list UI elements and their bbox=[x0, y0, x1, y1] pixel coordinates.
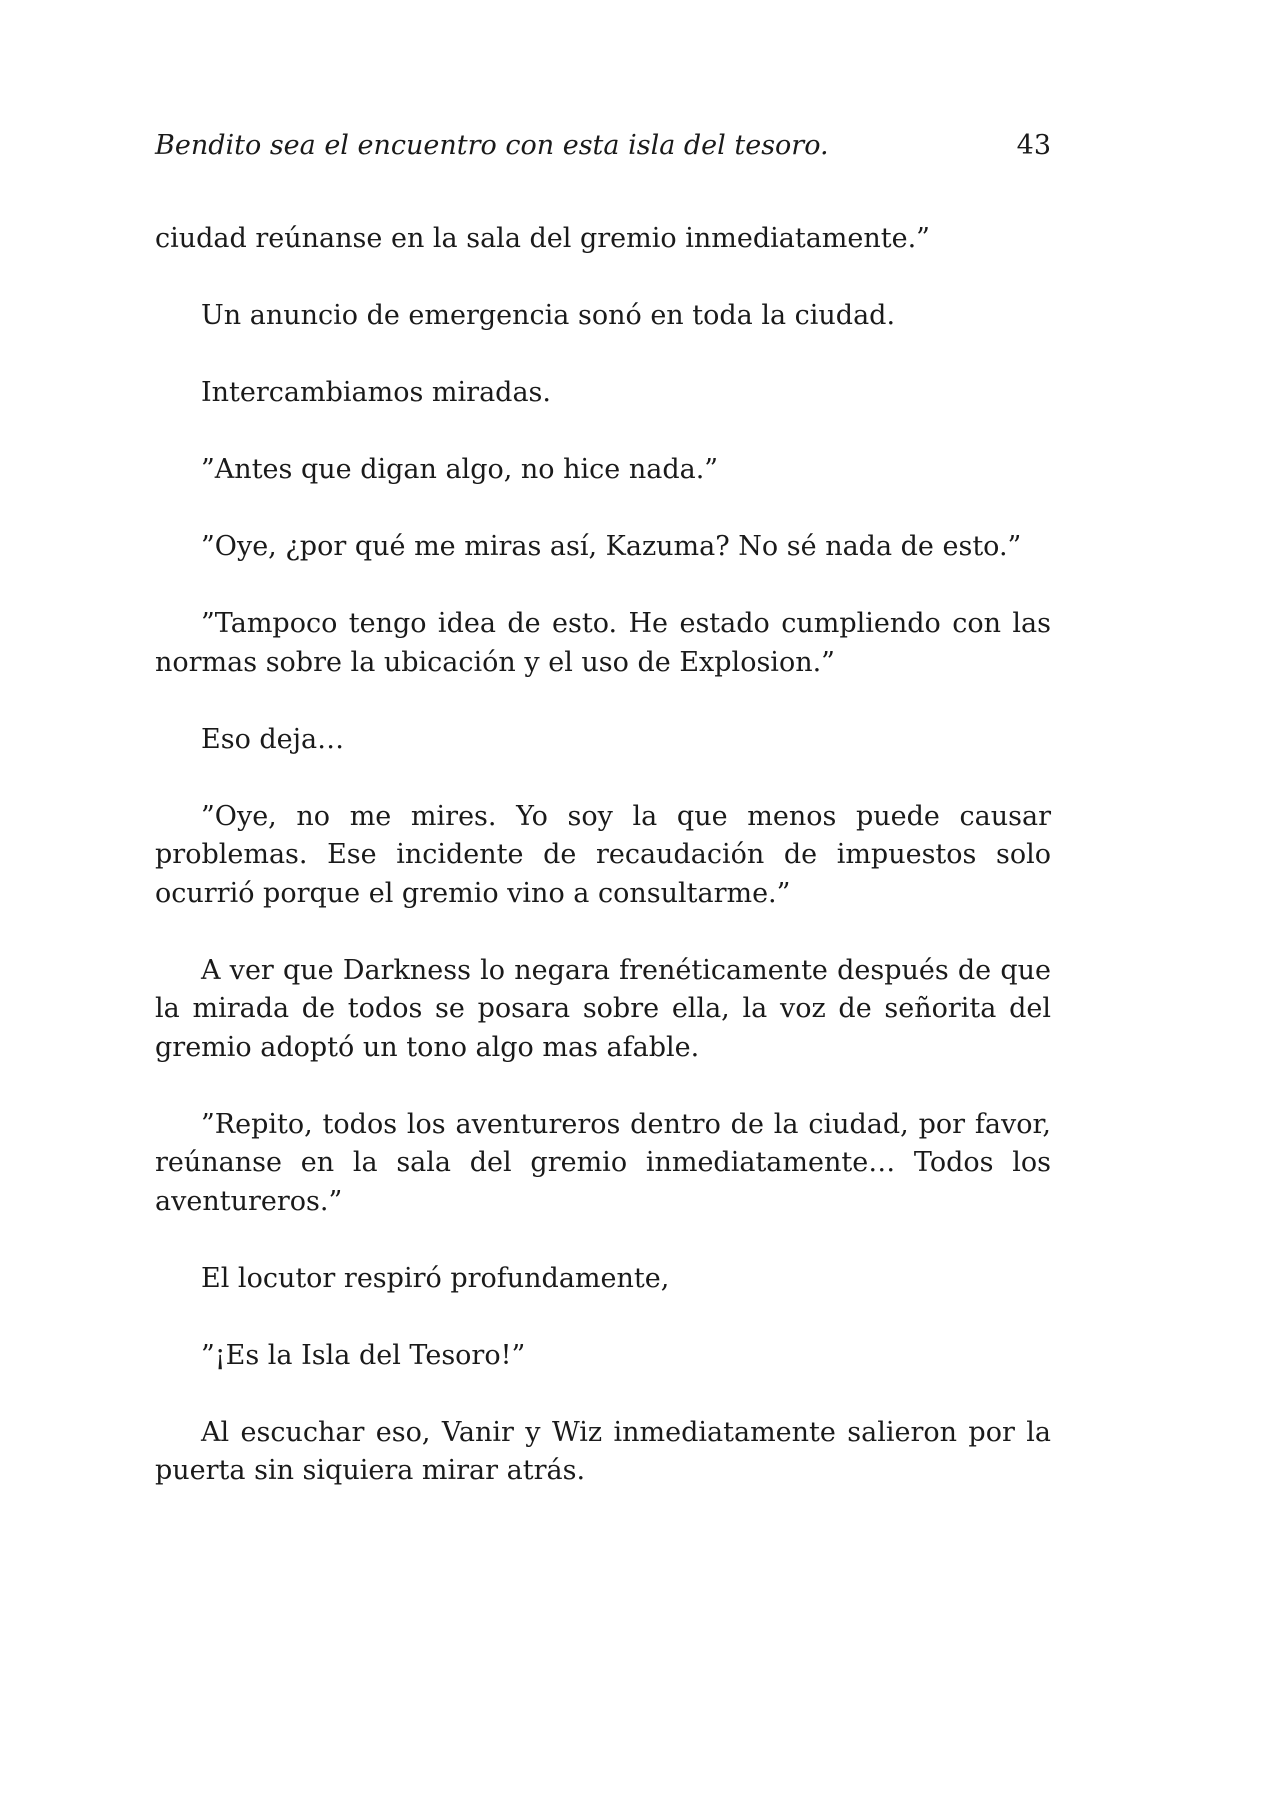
running-title: Bendito sea el encuentro con esta isla del tesoro. bbox=[155, 130, 829, 161]
paragraph: Un anuncio de emergencia sonó en toda la ciudad. bbox=[201, 300, 896, 331]
paragraph: Intercambiamos miradas. bbox=[201, 377, 551, 408]
paragraph: Al escuchar eso, Vanir y Wiz inmediatamente salieron por la puerta sin siquiera mirar atrás. bbox=[155, 1416, 1051, 1486]
dialogue-paragraph: ”Repito, todos los aventureros dentro de la ciudad, por favor, reúnanse en la sala del gremio inmediatamente… Todos los aventureros.” bbox=[155, 1108, 1051, 1217]
dialogue-paragraph: ”Antes que digan algo, no hice nada.” bbox=[201, 454, 719, 485]
paragraph: El locutor respiró profundamente, bbox=[201, 1262, 670, 1294]
paragraph-continuation: ciudad reúnanse en la sala del gremio inmediatamente.” bbox=[155, 223, 930, 254]
body-text bbox=[155, 220, 1051, 1491]
page-number: 43 bbox=[1016, 130, 1051, 161]
paragraph: A ver que Darkness lo negara frenéticamente después de que la mirada de todos se posara sobre ella, la voz de señorita del gremio adoptó un tono algo mas afable. bbox=[155, 954, 1051, 1063]
book-page bbox=[155, 0, 1051, 1807]
dialogue-paragraph: ”Oye, ¿por qué me miras así, Kazuma? No sé nada de esto.” bbox=[201, 531, 1022, 562]
paragraph: Eso deja… bbox=[201, 723, 345, 755]
dialogue-paragraph: ”¡Es la Isla del Tesoro!” bbox=[201, 1339, 526, 1371]
dialogue-paragraph: ”Tampoco tengo idea de esto. He estado cumpliendo con las normas sobre la ubicación y el uso de Explosion.” bbox=[155, 608, 1051, 678]
running-header bbox=[155, 130, 1051, 170]
dialogue-paragraph: ”Oye, no me mires. Yo soy la que menos puede causar problemas. Ese incidente de recaudación de impuestos solo ocurrió porque el gremio vino a consultarme.” bbox=[155, 800, 1051, 909]
